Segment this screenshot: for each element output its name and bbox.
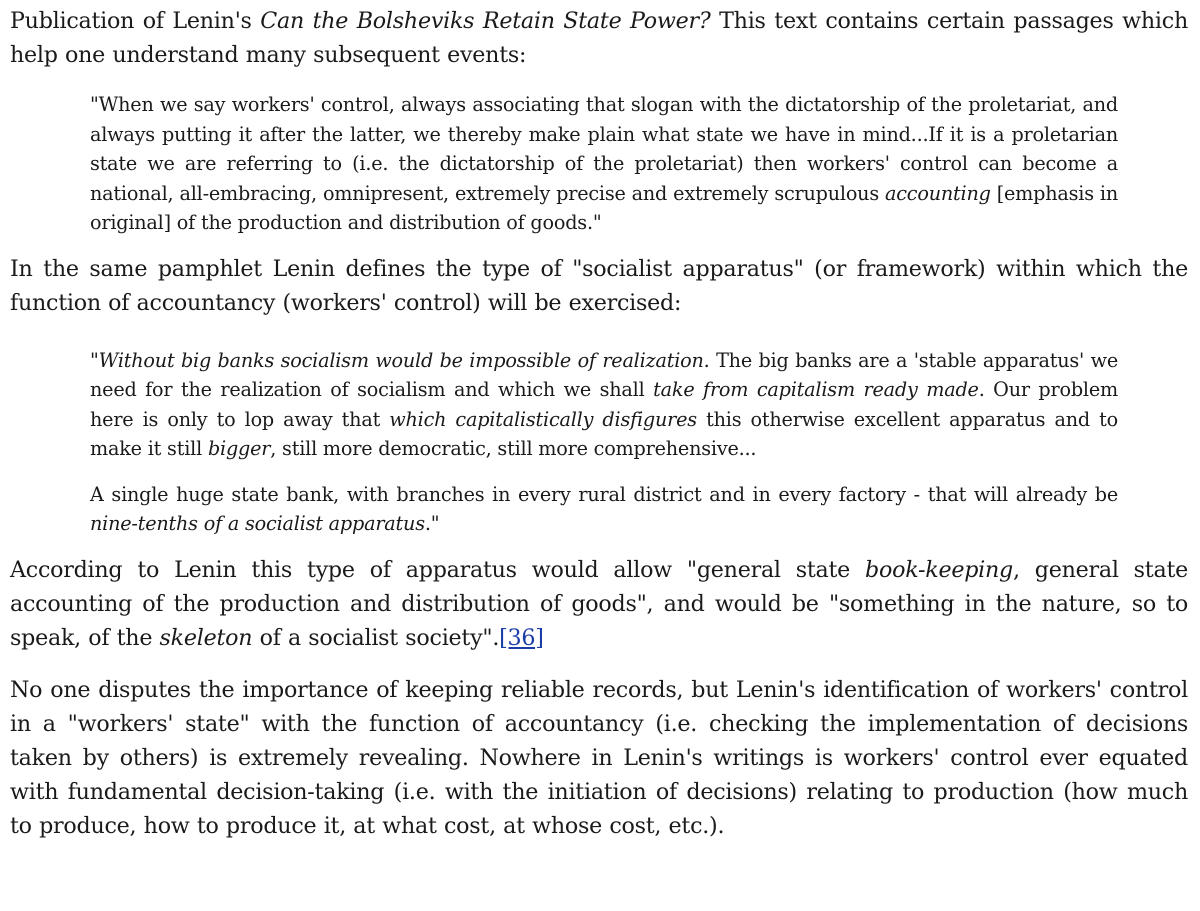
paragraph-text: of a socialist society". bbox=[252, 624, 500, 651]
quote-text: "When we say workers' control, always associating that slogan with the dictatorship of the proletariat, and always putting it after the latter, we thereby make plain what state we have in mind...If it is a proletarian state we are referring to (i.e. the dictatorship of the proletariat) then workers' control can become a national, all-embracing, omnipresent, extremely precise and extremely scrupulous bbox=[90, 93, 1118, 205]
conclusion-paragraph: No one disputes the importance of keeping reliable records, but Lenin's identification of workers' control in a "workers' state" with the function of accountancy (i.e. checking the implementation of decisions taken by others) is extremely revealing. Nowhere in Lenin's writings is workers' control ever equated with fundamental decision-taking (i.e. with the initiation of decisions) relating to production (how much to produce, how to produce it, at what cost, at whose cost, etc.). bbox=[10, 676, 1188, 839]
quote-text: , still more democratic, still more comprehensive... bbox=[270, 437, 757, 460]
quote-text: . Our problem here is only to lop away that bbox=[90, 378, 1119, 431]
paragraph-emphasis: book-keeping bbox=[865, 556, 1013, 583]
quote-text: A single huge state bank, with branches in every rural district and in every factory - that will already be bbox=[90, 482, 1118, 506]
quote-emphasis: nine-tenths of a socialist apparatus bbox=[90, 512, 425, 535]
quote-text: . The big banks are a 'stable apparatus' we need for the realization of socialism and which we shall bbox=[90, 348, 1118, 401]
quote-emphasis: take from capitalism ready made bbox=[653, 378, 979, 401]
paragraph-text: According to Lenin this type of apparatus would allow "general state bbox=[10, 556, 866, 583]
quote-mark: " bbox=[90, 348, 99, 372]
intro-text-end: This text contains certain passages which help one understand many subsequent events: bbox=[10, 8, 1188, 68]
quote-emphasis: Without big banks socialism would be impossible of realization bbox=[98, 348, 704, 372]
quote-paragraph-banks bbox=[90, 346, 1118, 464]
quote-emphasis: which capitalistically disfigures bbox=[389, 407, 697, 431]
pamphlet-title: Can the Bolsheviks Retain State Power? bbox=[260, 8, 711, 34]
intro-paragraph bbox=[10, 4, 1188, 72]
book-keeping-paragraph bbox=[10, 553, 1188, 655]
footnote-link-36[interactable]: [36] bbox=[499, 624, 544, 651]
quote-text: this otherwise excellent apparatus and to make it still bbox=[90, 407, 1118, 460]
socialist-apparatus-paragraph: In the same pamphlet Lenin defines the type of "socialist apparatus" (or framework) within which the function of accountancy (workers' control) will be exercised: bbox=[10, 255, 1188, 316]
block-quote-big-banks bbox=[10, 338, 1188, 539]
quote-text: ." bbox=[424, 512, 440, 535]
quote-text: [emphasis in original] of the production and distribution of goods." bbox=[90, 181, 1118, 234]
block-quote-workers-control bbox=[10, 86, 1188, 238]
intro-text-start: Publication of Lenin's bbox=[10, 8, 261, 34]
quote-paragraph bbox=[90, 90, 1118, 238]
paragraph-emphasis: skeleton bbox=[159, 624, 253, 651]
quote-emphasis-accounting: accounting bbox=[885, 181, 991, 205]
quote-paragraph-state-bank bbox=[90, 480, 1118, 539]
paragraph-text: , general state accounting of the production and distribution of goods", and would be "something in the nature, so to speak, of the bbox=[10, 556, 1188, 651]
quote-emphasis: bigger bbox=[207, 437, 271, 460]
